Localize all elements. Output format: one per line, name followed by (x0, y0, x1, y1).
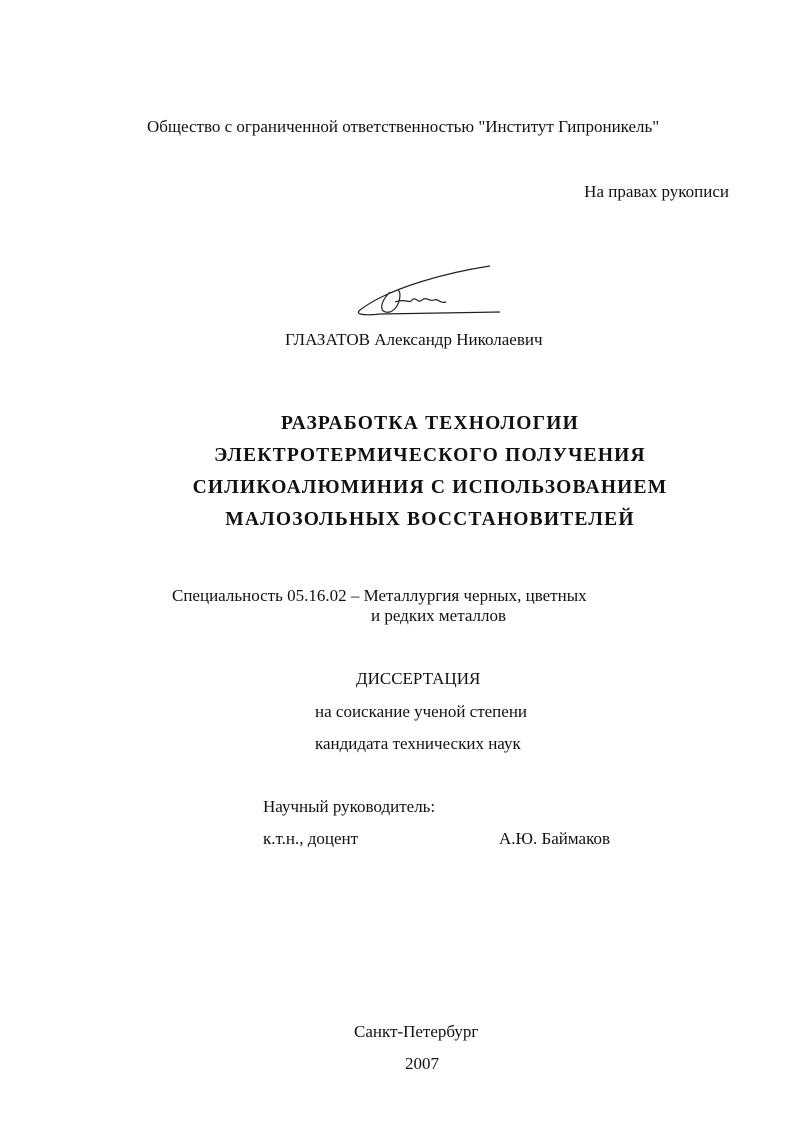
city: Санкт-Петербург (354, 1022, 479, 1041)
author-name: ГЛАЗАТОВ Александр Николаевич (285, 330, 543, 349)
year: 2007 (405, 1054, 439, 1073)
specialty-line-1: Специальность 05.16.02 – Металлургия черных, цветных (172, 586, 587, 605)
document-type: ДИССЕРТАЦИЯ (356, 669, 481, 688)
specialty-line-2: и редких металлов (371, 606, 507, 625)
degree-line-1: на соискание ученой степени (315, 702, 528, 721)
dissertation-title (0, 408, 793, 536)
title-line: ЭЛЕКТРОТЕРМИЧЕСКОГО ПОЛУЧЕНИЯ (214, 445, 646, 466)
title-line: РАЗРАБОТКА ТЕХНОЛОГИИ (281, 413, 579, 434)
title-line: МАЛОЗОЛЬНЫХ ВОССТАНОВИТЕЛЕЙ (225, 509, 635, 530)
manuscript-note: На правах рукописи (584, 182, 729, 201)
degree-line-2: кандидата технических наук (315, 734, 521, 753)
supervisor-label: Научный руководитель: (263, 797, 436, 816)
supervisor-rank: к.т.н., доцент (263, 829, 359, 848)
supervisor-name: А.Ю. Баймаков (499, 829, 611, 848)
title-line: СИЛИКОАЛЮМИНИЯ С ИСПОЛЬЗОВАНИЕМ (192, 477, 668, 498)
author-signature (350, 262, 510, 324)
organization: Общество с ограниченной ответственностью "Институт Гипроникель" (147, 117, 660, 136)
